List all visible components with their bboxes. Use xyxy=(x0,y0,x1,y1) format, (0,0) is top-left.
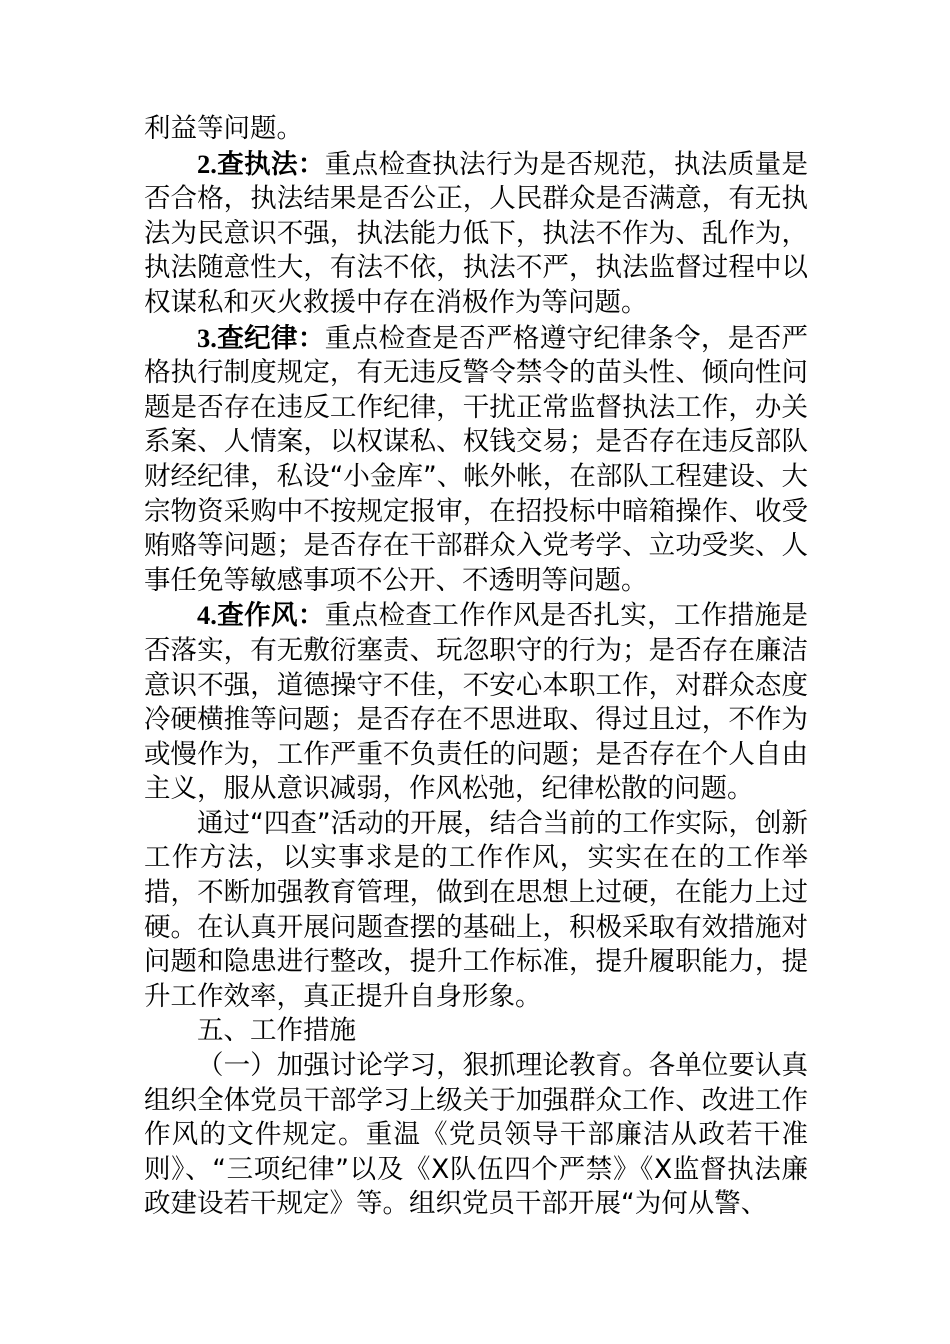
paragraph-summary xyxy=(144,807,808,1015)
paragraph-check-discipline xyxy=(144,321,808,599)
paragraph-text: 重点检查是否严格遵守纪律条令，是否严格执行制度规定，有无违反警令禁令的苗头性、倾向性问题是否存在违反工作纪律，干扰正常监督执法工作，办关系案、人情案，以权谋私、权钱交易；是否存在违反部队财经纪律，私设“小金库”、帐外帐，在部队工程建设、大宗物资采购中不按规定报审，在招投标中暗箱操作、收受贿赂等问题；是否存在干部群众入党考学、立功受奖、人事任免等敏感事项不公开、不透明等问题。 xyxy=(144,322,809,596)
paragraph-heading: 2.查执法： xyxy=(197,148,325,179)
paragraph-text: 通过“四查”活动的开展，结合当前的工作实际，创新工作方法，以实事求是的工作作风，实实在在的工作举措，不断加强教育管理，做到在思想上过硬，在能力上过硬。在认真开展问题查摆的基础上，积极采取有效措施对问题和隐患进行整改，提升工作标准，提升履职能力，提升工作效率，真正提升自身形象。 xyxy=(144,807,808,1012)
document-body xyxy=(144,112,808,1222)
paragraph-text: 利益等问题。 xyxy=(144,113,303,144)
paragraph-text: 重点检查工作作风是否扎实，工作措施是否落实，有无敷衍塞责、玩忽职守的行为；是否存在廉洁意识不强，道德操守不佳，不安心本职工作，对群众态度冷硬横推等问题；是否存在不思进取、得过且过，不作为或慢作为，工作严重不负责任的问题；是否存在个人自由主义，服从意识减弱，作风松弛，纪律松散的问题。 xyxy=(144,600,809,805)
paragraph-continuation xyxy=(144,112,808,147)
paragraph-text: 重点检查执法行为是否规范，执法质量是否合格，执法结果是否公正，人民群众是否满意，有无执法为民意识不强，执法能力低下，执法不作为、乱作为，执法随意性大，有法不依，执法不严，执法监督过程中以权谋私和灭火救援中存在消极作为等问题。 xyxy=(144,148,809,318)
paragraph-check-law-enforcement xyxy=(144,147,808,321)
paragraph-measure-1 xyxy=(144,1049,808,1222)
paragraph-text: 五、工作措施 xyxy=(197,1015,356,1047)
paragraph-heading: 3.查纪律： xyxy=(197,322,325,353)
section-heading-measures xyxy=(144,1014,808,1049)
paragraph-check-work-style xyxy=(144,598,808,807)
paragraph-text: （一）加强讨论学习，狠抓理论教育。各单位要认真组织全体党员干部学习上级关于加强群众工作、改进工作作风的文件规定。重温《党员领导干部廉洁从政若干准则》、“三项纪律”以及《X队伍四个严禁》《X监督执法廉政建设若干规定》等。组织党员干部开展“为何从警、 xyxy=(144,1050,808,1220)
paragraph-heading: 4.查作风： xyxy=(197,600,325,631)
